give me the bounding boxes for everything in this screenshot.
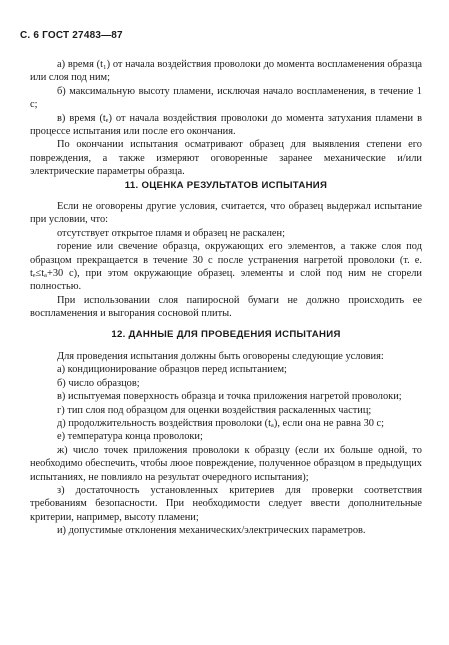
section-11 xyxy=(30,180,422,191)
list-item: и) допустимые отклонения механических/электрических параметров. xyxy=(57,525,366,537)
list-item: а) кондиционирование образцов перед испытанием; xyxy=(57,364,287,376)
list-item: а) время (t₁) от начала воздействия проволоки до момента воспламенения образца или слоя под ним; xyxy=(30,59,422,84)
paragraph: По окончании испытания осматривают образец для выявления степени его повреждения, а также измеряют оговоренные заранее механические и/или электрические параметры образца. xyxy=(30,139,422,178)
results-list xyxy=(30,58,422,179)
list-item: г) тип слоя под образцом для оценки воздействия раскаленных частиц; xyxy=(57,404,372,416)
section-11-body xyxy=(30,200,422,321)
list-item: б) максимальную высоту пламени, исключая начало воспламенения, в течение 1 с; xyxy=(30,85,422,111)
list-item: отсутствует открытое пламя и образец не раскален; xyxy=(57,227,285,239)
section-12 xyxy=(30,329,422,340)
list-item: е) температура конца проволоки; xyxy=(57,431,203,443)
list-item: горение или свечение образца, окружающих его элементов, а также слоя под образцом прекращается в течение 30 с после устранения нагретой проволоки (т. е. tₑ≤tₐ+30 с), при этом окружающие образец. элементы и слой под ним не сгорели полностью. xyxy=(30,241,422,293)
paragraph: Для проведения испытания должны быть оговорены следующие условия: xyxy=(57,351,384,362)
list-item: б) число образцов; xyxy=(57,377,140,389)
list-item: ж) число точек приложения проволоки к образцу (если их больше одной, то необходимо обеспечить, чтобы люое повреждение, полученное образцом в предыдущих испытаниях, не повлияло на результат очередного испытания); xyxy=(30,444,422,483)
paragraph: При использовании слоя папиросной бумаги не должно происходить ее воспламенения и выгорания сосновой плиты. xyxy=(30,294,422,320)
list-item: з) достаточность установленных критериев для проверки соответствия требованиям безопасности. При необходимости следует ввести дополнительные критерии, например, высоту пламени; xyxy=(30,485,422,523)
section-heading: 12. ДАННЫЕ ДЛЯ ПРОВЕДЕНИЯ ИСПЫТАНИЯ xyxy=(111,329,341,340)
section-12-body xyxy=(30,350,422,538)
page-header: С. 6 ГОСТ 27483—87 xyxy=(20,30,123,41)
list-item: д) продолжительность воздействия проволоки (tₐ), если она не равна 30 с; xyxy=(57,418,385,430)
list-item: в) время (tₑ) от начала воздействия проволоки до момента затухания пламени в процессе испытания или после его окончания. xyxy=(30,112,422,138)
section-heading: 11. ОЦЕНКА РЕЗУЛЬТАТОВ ИСПЫТАНИЯ xyxy=(124,180,328,191)
paragraph: Если не оговорены другие условия, считается, что образец выдержал испытание при условии, что: xyxy=(30,201,422,226)
list-item: в) испытуемая поверхность образца и точка приложения нагретой проволоки; xyxy=(57,391,402,403)
